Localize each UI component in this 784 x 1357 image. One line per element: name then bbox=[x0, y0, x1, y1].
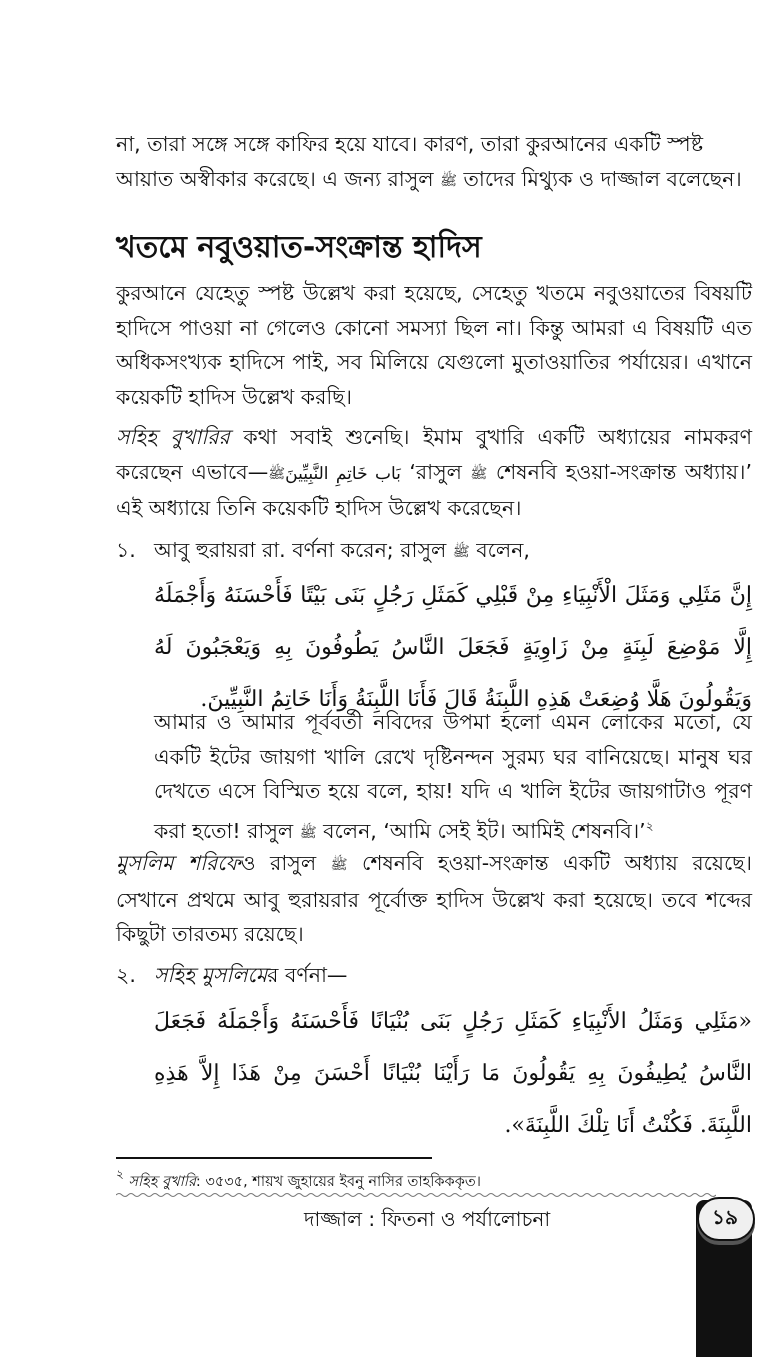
item-2-arabic-hadith: «مَثَلِي وَمَثَلُ الأَنْبِيَاءِ كَمَثَلِ رَجُلٍ بَنَى بُنْيَانًا فَأَحْسَنَهُ وَأَجْمَلَهُ فَجَعَلَ النَّاسُ يُطِيفُونَ بِهِ يَقُولُونَ مَا رَأَيْنَا بُنْيَانًا أَحْسَنَ مِنْ هَذَا إِلاَّ هَذِهِ اللَّبِنَةَ. فَكُنْتُ أَنَا تِلْكَ اللَّبِنَةَ». bbox=[154, 1009, 752, 1138]
footnote-mark: ২ bbox=[116, 1167, 124, 1181]
running-footer-title: দাজ্জাল : ফিতনা ও পর্যালোচনা bbox=[304, 1207, 551, 1231]
item-1-lead: আবু হুরায়রা রা. বর্ণনা করেন; রাসুল ﷺ বলেন, bbox=[154, 538, 530, 562]
paragraph-3: মুসলিম শরিফেও রাসুল ﷺ শেষনবি হওয়া-সংক্রান্ত একটি অধ্যায় রয়েছে। সেখানে প্রথমে আবু হুরায়রার পূর্বোক্ত হাদিস উল্লেখ করা হয়েছে। তবে শব্দের কিছুটা তারতম্য রয়েছে। bbox=[116, 851, 752, 946]
item-2-number: ২. bbox=[116, 963, 136, 987]
salutation-symbol: ﷺ bbox=[440, 172, 457, 189]
salutation-symbol: ﷺ bbox=[470, 465, 488, 482]
section-heading: খতমে নবুওয়াত-সংক্রান্ত হাদিস bbox=[116, 230, 482, 265]
book-title-muslim: মুসলিম শরিফে bbox=[116, 851, 241, 875]
book-title-bukhari: সহিহ বুখারির bbox=[116, 425, 230, 449]
intro-line-1: না, তারা সঙ্গে সঙ্গে কাফির হয়ে যাবে। কারণ, তারা কুরআনের একটি স্পষ্ট bbox=[116, 132, 703, 156]
footnote-book-title: সহিহ বুখারি bbox=[128, 1174, 196, 1190]
intro-paragraph bbox=[116, 127, 752, 198]
page-number: ১৯ bbox=[712, 1205, 738, 1229]
footer-wavy-divider bbox=[116, 1190, 716, 1200]
salutation-symbol: ﷺ bbox=[330, 857, 348, 873]
arabic-chapter-title: بَاب خَاتِمِ النَّبِيِّينَ bbox=[285, 463, 401, 484]
footnote-divider bbox=[116, 1157, 432, 1159]
item-1-translation: আমার ও আমার পূর্ববর্তী নবিদের উপমা হলো এমন লোকের মতো, যে একটি ইটের জায়গা খালি রেখে দৃষ্টিনন্দন সুরম্য ঘর বানিয়েছে। মানুষ ঘর দেখতে এসে বিস্মিত হয়ে বলে, হায়! যদি এ খালি ইটের জায়গাটাও পূরণ করা হতো! রাসুল ﷺ বলেন, ‘আমি সেই ইট। আমিই শেষনবি।’$^২$ bbox=[154, 710, 752, 843]
salutation-symbol: ﷺ bbox=[299, 824, 317, 841]
paragraph-1: কুরআনে যেহেতু স্পষ্ট উল্লেখ করা হয়েছে, সেহেতু খতমে নবুওয়াতের বিষয়টি হাদিসে পাওয়া না গেলেও কোনো সমস্যা ছিল না। কিন্তু আমরা এ বিষয়টি এত অধিকসংখ্যক হাদিসে পাই, সব মিলিয়ে যেগুলো মুতাওয়াতির পর্যায়ের। এখানে কয়েকটি হাদিস উল্লেখ করছি। bbox=[116, 281, 752, 409]
salutation-symbol: ﷺ bbox=[452, 544, 470, 560]
salutation-symbol: ﷺ bbox=[268, 465, 286, 482]
paragraph-2: সহিহ বুখারির কথা সবাই শুনেছি। ইমাম বুখারি একটি অধ্যায়ের নামকরণ করেছেন এভাবে—ﷺبَاب خَاتِمِ النَّبِيِّينَ ‘রাসুল ﷺ শেষনবি হওয়া-সংক্রান্ত অধ্যায়।’ এই অধ্যায়ে তিনি কয়েকটি হাদিস উল্লেখ করেছেন। bbox=[116, 425, 752, 520]
intro-line-2b: তাদের মিথ্যুক ও দাজ্জাল বলেছেন। bbox=[457, 166, 742, 191]
item-1-number: ১. bbox=[116, 538, 136, 562]
footnote: $^২$ সহিহ বুখারি: ৩৫৩৫, শায়খ জুহায়ের ইবনু নাসির তাহকিককৃত। bbox=[116, 1167, 481, 1190]
footnote-reference[interactable]: ২ bbox=[645, 818, 654, 833]
item-2-lead: সহিহ মুসলিমের বর্ণনা— bbox=[154, 963, 348, 987]
intro-line-2a: আয়াত অস্বীকার করেছে। এ জন্য রাসুল bbox=[116, 166, 441, 191]
item-1-arabic-hadith: إِنَّ مَثَلِي وَمَثَلَ الْأَنْبِيَاءِ مِنْ قَبْلِي كَمَثَلِ رَجُلٍ بَنَى بَيْتًا فَأَحْسَنَهُ وَأَجْمَلَهُ إِلَّا مَوْضِعَ لَبِنَةٍ مِنْ زَاوِيَةٍ فَجَعَلَ النَّاسُ يَطُوفُونَ بِهِ وَيَعْجَبُونَ لَهُ وَيَقُولُونَ هَلَّا وُضِعَتْ هَذِهِ اللَّبِنَةُ قَالَ فَأَنَا اللَّبِنَةُ وَأَنَا خَاتِمُ النَّبِيِّينَ. bbox=[154, 583, 752, 712]
